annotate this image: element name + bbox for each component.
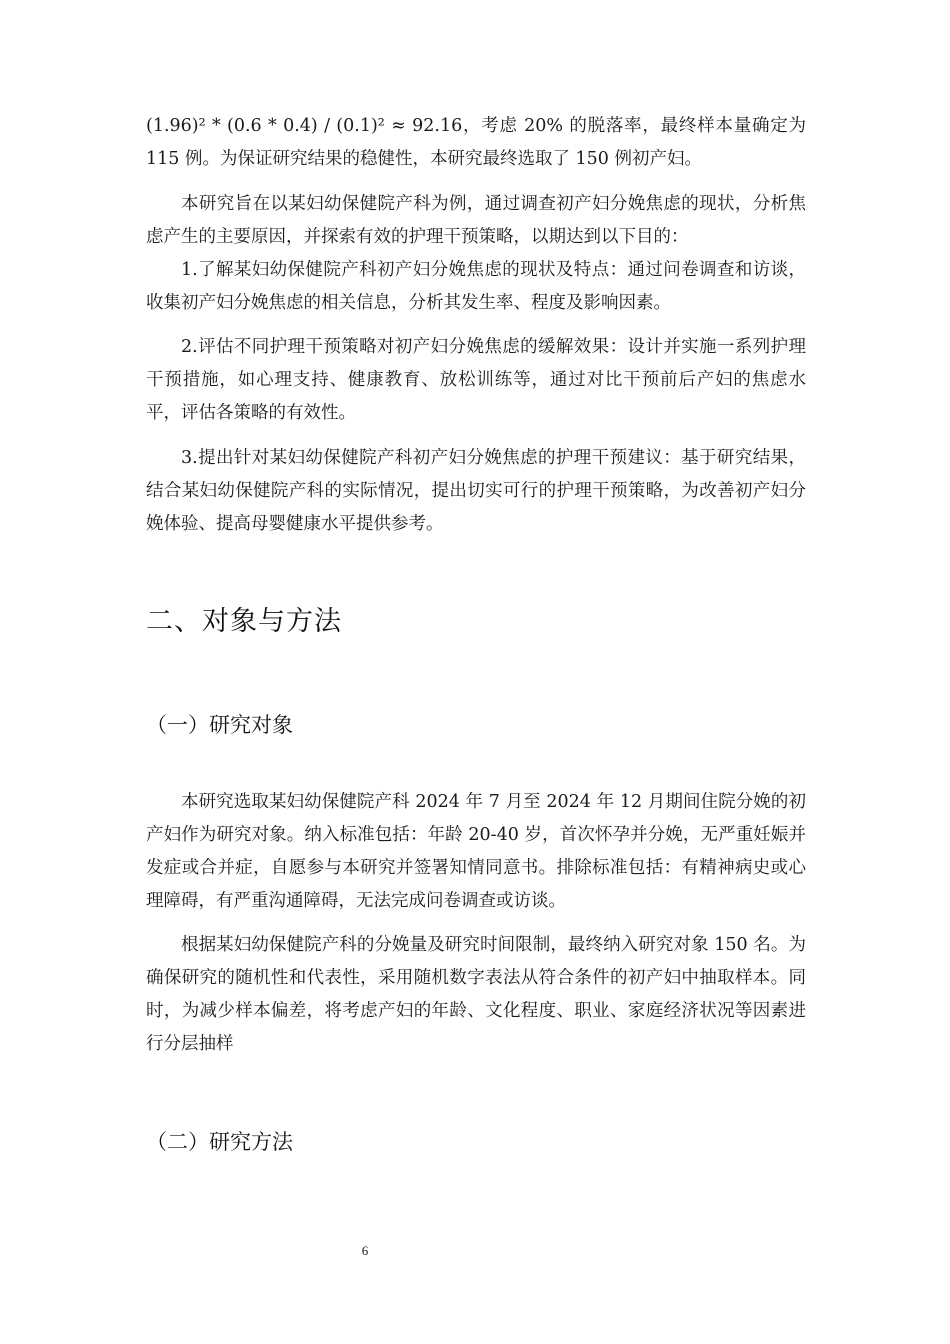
section-heading: 二、对象与方法 — [146, 606, 342, 637]
paragraph-research-aim: 本研究旨在以某妇幼保健院产科为例，通过调查初产妇分娩焦虑的现状，分析焦虑产生的主要原因，并探索有效的护理干预策略，以期达到以下目的： — [146, 194, 806, 247]
paragraph-sample-size: (1.96)² * (0.6 * 0.4) / (0.1)² ≈ 92.16，考虑 20% 的脱落率，最终样本量确定为 115 例。为保证研究结果的稳健性，本研究最终选取了 150 例初产妇。 — [146, 116, 806, 169]
paragraph-objective-1: 1.了解某妇幼保健院产科初产妇分娩焦虑的现状及特点：通过问卷调查和访谈，收集初产妇分娩焦虑的相关信息，分析其发生率、程度及影响因素。 — [146, 260, 806, 313]
page-number: 6 — [361, 1243, 369, 1258]
paragraph-subjects-criteria: 本研究选取某妇幼保健院产科 2024 年 7 月至 2024 年 12 月期间住院分娩的初产妇作为研究对象。纳入标准包括：年龄 20-40 岁，首次怀孕并分娩，无严重妊娠并发症或合并症，自愿参与本研究并签署知情同意书。排除标准包括：有精神病史或心理障碍，有严重沟通障碍，无法完成问卷调查或访谈。 — [146, 792, 806, 911]
paragraph-sampling: 根据某妇幼保健院产科的分娩量及研究时间限制，最终纳入研究对象 150 名。为确保研究的随机性和代表性，采用随机数字表法从符合条件的初产妇中抽取样本。同时，为减少样本偏差，将考虑产妇的年龄、文化程度、职业、家庭经济状况等因素进行分层抽样 — [146, 935, 806, 1054]
subsection-heading-methods: （二）研究方法 — [146, 1130, 293, 1154]
paragraph-objective-3: 3.提出针对某妇幼保健院产科初产妇分娩焦虑的护理干预建议：基于研究结果，结合某妇幼保健院产科的实际情况，提出切实可行的护理干预策略，为改善初产妇分娩体验、提高母婴健康水平提供参考。 — [146, 448, 806, 534]
paragraph-objective-2: 2.评估不同护理干预策略对初产妇分娩焦虑的缓解效果：设计并实施一系列护理干预措施，如心理支持、健康教育、放松训练等，通过对比干预前后产妇的焦虑水平，评估各策略的有效性。 — [146, 337, 806, 423]
subsection-heading-subjects: （一）研究对象 — [146, 713, 293, 737]
